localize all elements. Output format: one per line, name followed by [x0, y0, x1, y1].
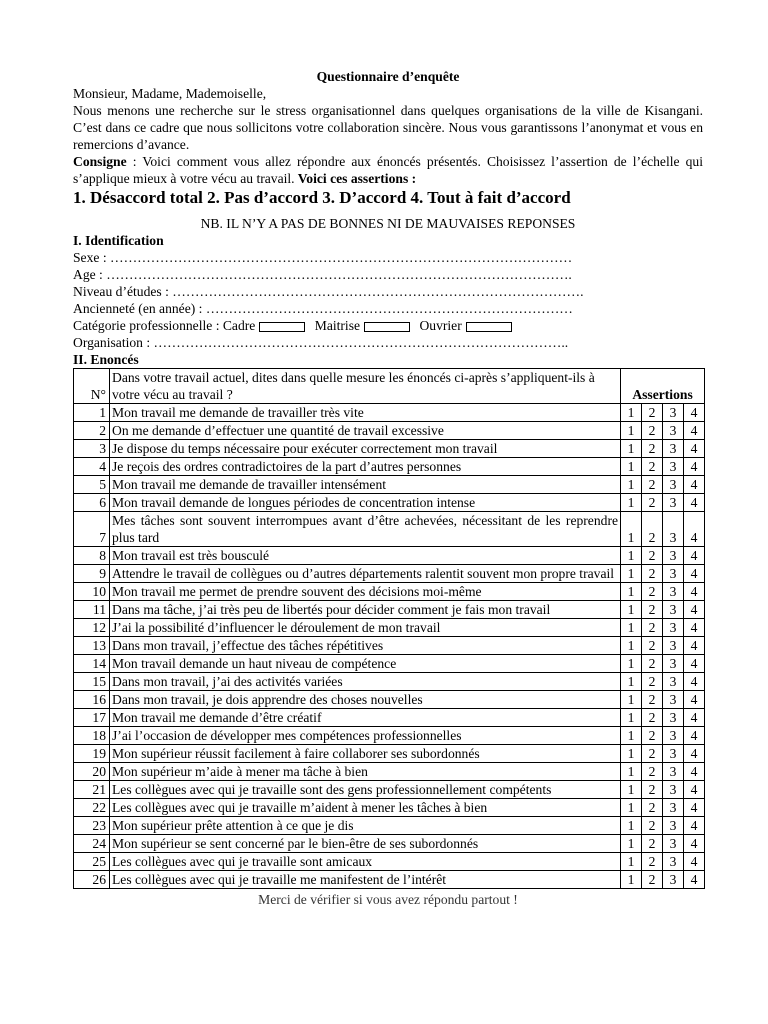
assertion-option-2[interactable]: 2 [642, 440, 663, 458]
assertion-option-2[interactable]: 2 [642, 853, 663, 871]
age-field[interactable]: Age : …………………………………………………………………………………………. [73, 267, 572, 282]
assertion-option-3[interactable]: 3 [663, 458, 684, 476]
assertion-option-3[interactable]: 3 [663, 547, 684, 565]
assertion-option-2[interactable]: 2 [642, 817, 663, 835]
row-number: 22 [74, 799, 110, 817]
row-statement: Mon supérieur se sent concerné par le bien-être de ses subordonnés [110, 835, 621, 853]
row-number: 1 [74, 404, 110, 422]
maitrise-checkbox[interactable] [364, 322, 410, 332]
niveau-etudes-field[interactable]: Niveau d’études : ………………………………………………………………………………. [73, 284, 584, 299]
assertion-option-3[interactable]: 3 [663, 673, 684, 691]
assertion-option-2[interactable]: 2 [642, 512, 663, 547]
assertion-option-3[interactable]: 3 [663, 727, 684, 745]
anciennete-field[interactable]: Ancienneté (en année) : ……………………………………………………………………… [73, 301, 573, 316]
assertion-option-1[interactable]: 1 [621, 727, 642, 745]
row-number: 7 [74, 512, 110, 547]
row-number: 12 [74, 619, 110, 637]
assertion-option-4[interactable]: 4 [684, 799, 705, 817]
assertion-option-3[interactable]: 3 [663, 601, 684, 619]
assertion-option-2[interactable]: 2 [642, 727, 663, 745]
row-number: 4 [74, 458, 110, 476]
row-statement: Mon supérieur prête attention à ce que je dis [110, 817, 621, 835]
row-statement: Dans mon travail, j’effectue des tâches répétitives [110, 637, 621, 655]
assertion-option-4[interactable]: 4 [684, 619, 705, 637]
assertion-option-1[interactable]: 1 [621, 404, 642, 422]
assertion-option-3[interactable]: 3 [663, 655, 684, 673]
assertion-option-2[interactable]: 2 [642, 583, 663, 601]
assertion-option-3[interactable]: 3 [663, 512, 684, 547]
assertion-option-2[interactable]: 2 [642, 476, 663, 494]
row-statement: Mon travail me demande de travailler intensément [110, 476, 621, 494]
categorie-label: Catégorie professionnelle : Cadre [73, 318, 256, 333]
row-statement: On me demande d’effectuer une quantité de travail excessive [110, 422, 621, 440]
assertion-option-4[interactable]: 4 [684, 637, 705, 655]
row-number: 15 [74, 673, 110, 691]
consigne-bold: Voici ces assertions : [294, 171, 417, 186]
table-row [74, 494, 705, 512]
assertion-option-3[interactable]: 3 [663, 619, 684, 637]
consigne-label: Consigne [73, 154, 127, 169]
assertion-option-2[interactable]: 2 [642, 655, 663, 673]
table-row [74, 727, 705, 745]
assertion-option-4[interactable]: 4 [684, 709, 705, 727]
row-statement: Dans mon travail, je dois apprendre des choses nouvelles [110, 691, 621, 709]
assertion-option-2[interactable]: 2 [642, 745, 663, 763]
assertion-option-4[interactable]: 4 [684, 476, 705, 494]
assertion-option-4[interactable]: 4 [684, 512, 705, 547]
intro-paragraph: Nous menons une recherche sur le stress organisationnel dans quelques organisations de la ville de Kisangani. C’est dans ce cadre que nous sollicitons votre collaboration sincère. Nous vous garantissons l’anonymat et vous en remercions d’avance. [73, 103, 703, 152]
row-number: 13 [74, 637, 110, 655]
assertion-option-1[interactable]: 1 [621, 817, 642, 835]
assertion-option-1[interactable]: 1 [621, 547, 642, 565]
table-header-row [74, 369, 705, 404]
assertion-option-2[interactable]: 2 [642, 709, 663, 727]
table-row [74, 745, 705, 763]
assertion-option-4[interactable]: 4 [684, 781, 705, 799]
col-stmt-header: Dans votre travail actuel, dites dans quelle mesure les énoncés ci-après s’appliquent-ils à votre vécu au travail ? [110, 369, 621, 404]
col-assertions-header: Assertions [621, 369, 705, 404]
table-row [74, 601, 705, 619]
table-row [74, 440, 705, 458]
table-row [74, 817, 705, 835]
assertion-option-3[interactable]: 3 [663, 404, 684, 422]
table-row [74, 476, 705, 494]
table-row [74, 781, 705, 799]
table-row [74, 871, 705, 889]
salutation: Monsieur, Madame, Mademoiselle, [73, 86, 267, 101]
assertion-option-3[interactable]: 3 [663, 494, 684, 512]
assertion-option-1[interactable]: 1 [621, 440, 642, 458]
table-row [74, 709, 705, 727]
table-row [74, 422, 705, 440]
table-row [74, 619, 705, 637]
questionnaire-page [73, 68, 703, 908]
table-row [74, 458, 705, 476]
assertion-option-3[interactable]: 3 [663, 871, 684, 889]
row-number: 14 [74, 655, 110, 673]
assertion-option-4[interactable]: 4 [684, 853, 705, 871]
table-row [74, 583, 705, 601]
assertion-option-1[interactable]: 1 [621, 619, 642, 637]
assertion-option-2[interactable]: 2 [642, 835, 663, 853]
row-statement: Les collègues avec qui je travaille m’aident à mener les tâches à bien [110, 799, 621, 817]
row-number: 20 [74, 763, 110, 781]
assertion-option-2[interactable]: 2 [642, 871, 663, 889]
maitrise-label: Maitrise [314, 318, 361, 333]
consigne-text: : Voici comment vous allez répondre aux énoncés présentés. Choisissez l’assertion de l’échelle qui s’applique mieux à votre vécu au travail. [73, 154, 703, 186]
assertion-option-1[interactable]: 1 [621, 799, 642, 817]
table-row [74, 835, 705, 853]
assertion-option-4[interactable]: 4 [684, 655, 705, 673]
assertion-option-4[interactable]: 4 [684, 458, 705, 476]
assertion-option-2[interactable]: 2 [642, 422, 663, 440]
assertion-option-1[interactable]: 1 [621, 583, 642, 601]
row-number: 24 [74, 835, 110, 853]
row-statement: Mon supérieur m’aide à mener ma tâche à bien [110, 763, 621, 781]
row-number: 19 [74, 745, 110, 763]
enonces-heading: II. Enoncés [73, 352, 139, 367]
row-number: 16 [74, 691, 110, 709]
assertion-option-4[interactable]: 4 [684, 565, 705, 583]
row-statement: Mon travail est très bousculé [110, 547, 621, 565]
assertion-option-3[interactable]: 3 [663, 565, 684, 583]
assertion-option-3[interactable]: 3 [663, 476, 684, 494]
assertion-option-1[interactable]: 1 [621, 673, 642, 691]
identification-heading: I. Identification [73, 233, 164, 248]
assertion-option-1[interactable]: 1 [621, 655, 642, 673]
footer-note: Merci de vérifier si vous avez répondu partout ! [258, 892, 518, 907]
table-row [74, 637, 705, 655]
sexe-field[interactable]: Sexe : ………………………………………………………………………………………… [73, 250, 573, 265]
row-number: 26 [74, 871, 110, 889]
row-statement: Mon travail me demande de travailler très vite [110, 404, 621, 422]
organisation-field[interactable]: Organisation : ……………………………………………………………………………….. [73, 335, 569, 350]
row-statement: Mon supérieur réussit facilement à faire collaborer ses subordonnés [110, 745, 621, 763]
assertion-option-1[interactable]: 1 [621, 781, 642, 799]
assertion-option-4[interactable]: 4 [684, 691, 705, 709]
row-number: 17 [74, 709, 110, 727]
assertion-option-1[interactable]: 1 [621, 458, 642, 476]
assertion-option-1[interactable]: 1 [621, 565, 642, 583]
row-number: 23 [74, 817, 110, 835]
assertion-option-2[interactable]: 2 [642, 404, 663, 422]
table-row [74, 799, 705, 817]
row-number: 25 [74, 853, 110, 871]
assertion-option-1[interactable]: 1 [621, 512, 642, 547]
assertion-option-1[interactable]: 1 [621, 709, 642, 727]
assertion-option-3[interactable]: 3 [663, 853, 684, 871]
assertion-option-3[interactable]: 3 [663, 583, 684, 601]
assertion-option-4[interactable]: 4 [684, 817, 705, 835]
table-row [74, 655, 705, 673]
assertion-option-4[interactable]: 4 [684, 404, 705, 422]
table-row [74, 673, 705, 691]
assertion-option-3[interactable]: 3 [663, 422, 684, 440]
row-number: 10 [74, 583, 110, 601]
row-number: 2 [74, 422, 110, 440]
assertion-option-4[interactable]: 4 [684, 440, 705, 458]
row-statement: Mon travail demande de longues périodes de concentration intense [110, 494, 621, 512]
assertion-option-1[interactable]: 1 [621, 835, 642, 853]
assertion-option-4[interactable]: 4 [684, 422, 705, 440]
assertion-option-2[interactable]: 2 [642, 691, 663, 709]
assertion-option-4[interactable]: 4 [684, 745, 705, 763]
ouvrier-checkbox[interactable] [466, 322, 512, 332]
assertion-option-2[interactable]: 2 [642, 781, 663, 799]
row-statement: J’ai l’occasion de développer mes compétences professionnelles [110, 727, 621, 745]
row-number: 11 [74, 601, 110, 619]
assertion-option-1[interactable]: 1 [621, 745, 642, 763]
row-number: 5 [74, 476, 110, 494]
row-statement: J’ai la possibilité d’influencer le déroulement de mon travail [110, 619, 621, 637]
assertion-option-2[interactable]: 2 [642, 458, 663, 476]
assertion-option-2[interactable]: 2 [642, 763, 663, 781]
table-row [74, 763, 705, 781]
assertion-option-1[interactable]: 1 [621, 476, 642, 494]
row-statement: Dans mon travail, j’ai des activités variées [110, 673, 621, 691]
consigne-paragraph [73, 153, 703, 187]
assertion-option-2[interactable]: 2 [642, 601, 663, 619]
response-scale: 1. Désaccord total 2. Pas d’accord 3. D’accord 4. Tout à fait d’accord [73, 188, 571, 207]
row-statement: Mon travail demande un haut niveau de compétence [110, 655, 621, 673]
row-statement: Dans ma tâche, j’ai très peu de libertés pour décider comment je fais mon travail [110, 601, 621, 619]
assertion-option-3[interactable]: 3 [663, 799, 684, 817]
assertion-option-1[interactable]: 1 [621, 601, 642, 619]
assertion-option-2[interactable]: 2 [642, 637, 663, 655]
assertion-option-2[interactable]: 2 [642, 494, 663, 512]
assertion-option-3[interactable]: 3 [663, 691, 684, 709]
row-statement: Je reçois des ordres contradictoires de la part d’autres personnes [110, 458, 621, 476]
row-statement: Les collègues avec qui je travaille me manifestent de l’intérêt [110, 871, 621, 889]
cadre-checkbox[interactable] [259, 322, 305, 332]
assertion-option-4[interactable]: 4 [684, 835, 705, 853]
assertion-option-2[interactable]: 2 [642, 547, 663, 565]
assertion-option-4[interactable]: 4 [684, 763, 705, 781]
table-row [74, 512, 705, 547]
table-row [74, 853, 705, 871]
assertion-option-4[interactable]: 4 [684, 673, 705, 691]
assertion-option-4[interactable]: 4 [684, 601, 705, 619]
assertion-option-4[interactable]: 4 [684, 871, 705, 889]
page-title: Questionnaire d’enquête [316, 69, 460, 84]
assertion-option-1[interactable]: 1 [621, 691, 642, 709]
row-statement: Attendre le travail de collègues ou d’autres départements ralentit souvent mon propre travail [110, 565, 621, 583]
enonces-table [73, 368, 705, 889]
categorie-row [73, 317, 703, 334]
row-statement: Les collègues avec qui je travaille sont amicaux [110, 853, 621, 871]
assertion-option-1[interactable]: 1 [621, 853, 642, 871]
assertion-option-1[interactable]: 1 [621, 494, 642, 512]
nb-note: NB. IL N’Y A PAS DE BONNES NI DE MAUVAISES REPONSES [200, 216, 576, 231]
assertion-option-1[interactable]: 1 [621, 422, 642, 440]
row-number: 21 [74, 781, 110, 799]
assertion-option-3[interactable]: 3 [663, 835, 684, 853]
assertion-option-3[interactable]: 3 [663, 817, 684, 835]
row-statement: Je dispose du temps nécessaire pour exécuter correctement mon travail [110, 440, 621, 458]
assertion-option-4[interactable]: 4 [684, 583, 705, 601]
ouvrier-label: Ouvrier [419, 318, 462, 333]
assertion-option-3[interactable]: 3 [663, 440, 684, 458]
row-statement: Mon travail me permet de prendre souvent des décisions moi-même [110, 583, 621, 601]
row-number: 3 [74, 440, 110, 458]
assertion-option-4[interactable]: 4 [684, 727, 705, 745]
assertion-option-2[interactable]: 2 [642, 673, 663, 691]
assertion-option-4[interactable]: 4 [684, 494, 705, 512]
assertion-option-2[interactable]: 2 [642, 565, 663, 583]
table-row [74, 547, 705, 565]
table-row [74, 404, 705, 422]
assertion-option-1[interactable]: 1 [621, 637, 642, 655]
row-number: 8 [74, 547, 110, 565]
assertion-option-1[interactable]: 1 [621, 763, 642, 781]
assertion-option-3[interactable]: 3 [663, 781, 684, 799]
row-number: 6 [74, 494, 110, 512]
table-row [74, 691, 705, 709]
col-num-header: N° [74, 369, 110, 404]
row-statement: Les collègues avec qui je travaille sont des gens professionnellement compétents [110, 781, 621, 799]
assertion-option-3[interactable]: 3 [663, 763, 684, 781]
assertion-option-4[interactable]: 4 [684, 547, 705, 565]
assertion-option-2[interactable]: 2 [642, 799, 663, 817]
row-statement: Mes tâches sont souvent interrompues avant d’être achevées, nécessitant de les reprendre plus tard [110, 512, 621, 547]
assertion-option-1[interactable]: 1 [621, 871, 642, 889]
table-row [74, 565, 705, 583]
row-statement: Mon travail me demande d’être créatif [110, 709, 621, 727]
assertion-option-3[interactable]: 3 [663, 709, 684, 727]
assertion-option-2[interactable]: 2 [642, 619, 663, 637]
assertion-option-3[interactable]: 3 [663, 637, 684, 655]
row-number: 9 [74, 565, 110, 583]
row-number: 18 [74, 727, 110, 745]
assertion-option-3[interactable]: 3 [663, 745, 684, 763]
